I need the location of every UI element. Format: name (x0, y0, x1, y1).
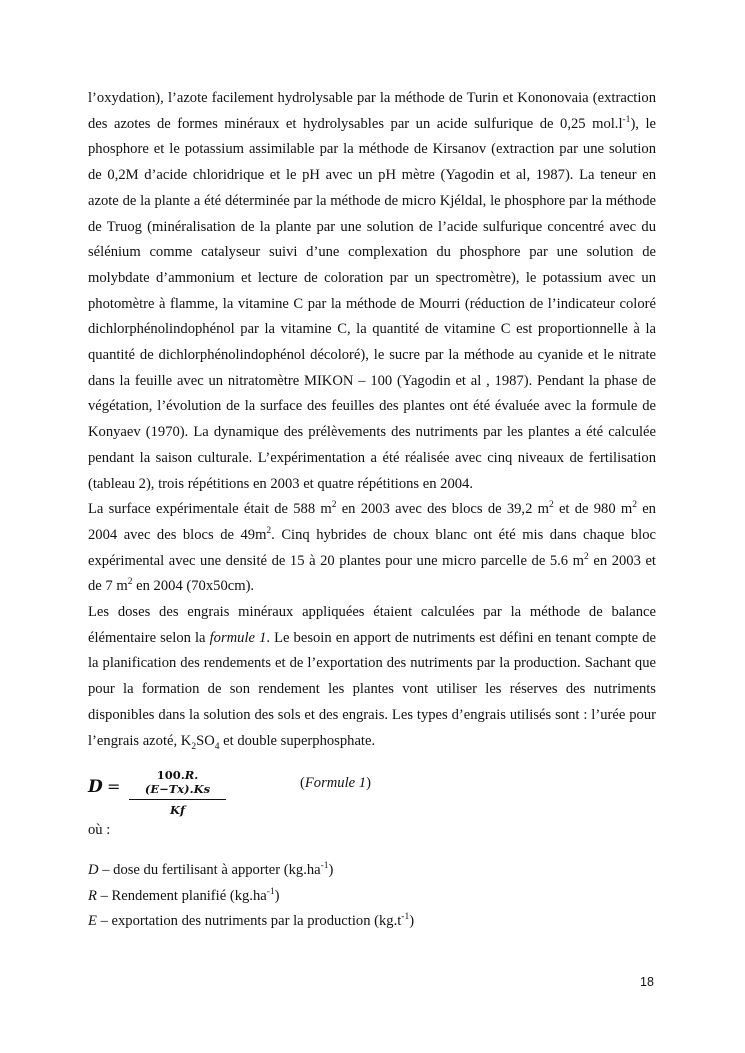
definition-text: – dose du fertilisant à apporter (kg.ha (98, 861, 321, 878)
formula-label (300, 775, 371, 792)
superscript: -1 (266, 886, 275, 897)
superscript: 2 (266, 526, 272, 537)
superscript: 2 (548, 500, 554, 511)
text-run: et double superphosphate. (219, 732, 376, 749)
superscript: 2 (331, 500, 337, 511)
subscript: 2 (191, 741, 197, 752)
text-run: et de 980 m (553, 501, 633, 518)
text-run: ), le phosphore et le potassium assimilable par la méthode de Kirsanov (extraction par une solution de 0,2M d’acide chloridrique et le pH avec un pH mètre (Yagodin et al, 1987). La teneur en azote de la plante a été déterminée par la méthode de micro Kjéldal, le phosphore par la méthode de Truog (minéralisation de la plante par une solution de l’acide sulfurique concentré avec du sélénium comme catalyseur suivi d’une complexation du phosphore par une solution de molybdate d’ammonium et lecture de coloration par un spectromètre), le potassium avec un photomètre à flamme, la vitamine C par la méthode de Mourri (réduction de l’indicateur coloré dichlorphénolindophénol par la vitamine C, la quantité de vitamine C est proportionnelle à la quantité de dichlorphénolindophénol décoloré), le sucre par la méthode au cyanide et le nitrate dans la feuille avec un nitratomètre MIKON – 100 (Yagodin et al , 1987). Pendant la phase de végétation, l’évolution de la surface des feuilles des plantes ont été évaluée avec la formule de Konyaev (1970). La dynamique des prélèvements des nutriments par les plantes a été calculée pendant la saison culturale. L’expérimentation a été réalisée avec cinq niveaux de fertilisation (tableau 2), trois répétitions en 2003 et quatre répétitions en 2004. (88, 115, 656, 492)
label-close: ) (366, 775, 371, 792)
definition-close: ) (409, 913, 415, 930)
definition-text: – exportation des nutriments par la production (kg.t (96, 913, 402, 930)
text-run: . Le besoin en apport de nutriments est défini en tenant compte de la planification des rendements et de l’exportation des nutriments par la production. Sachant que pour la formation de son rendement les plantes vont utiliser les réserves des nutriments disponibles dans la solution des sols et des engrais. Les types d’engrais utilisés sont : l’urée pour l’engrais azoté, K (88, 629, 656, 749)
formula-block (88, 768, 656, 818)
text-run: . Cinq hybrides de choux blanc ont été mis dans chaque bloc expérimental avec une densité de 15 à 20 plantes pour une micro parcelle de 5.6 m (88, 526, 656, 569)
page-number: 18 (640, 975, 654, 989)
formula-reference: formule 1 (209, 629, 267, 646)
where-label: où : (88, 822, 111, 839)
formula-equals: = (107, 777, 121, 797)
text-run: en 2003 et de 7 m (88, 552, 656, 595)
definition-item (88, 858, 656, 884)
definition-close: ) (274, 887, 280, 904)
definition-symbol: R (88, 887, 97, 904)
definition-item (88, 909, 656, 935)
numerator-number: 100 (156, 768, 181, 783)
superscript: -1 (622, 114, 631, 125)
formula-denominator: Kf (170, 803, 185, 818)
superscript: 2 (632, 500, 637, 511)
text-run: en 2003 avec des blocs de 39,2 m (336, 501, 549, 518)
document-page (88, 86, 656, 935)
formula-lhs: D (88, 777, 103, 798)
formula-numerator (129, 768, 226, 800)
superscript: 2 (584, 551, 589, 562)
label-open: ( (300, 775, 305, 792)
paragraph-doses (88, 600, 656, 754)
superscript: -1 (320, 861, 329, 872)
definition-close: ) (328, 861, 334, 878)
definition-symbol: D (88, 861, 99, 878)
definition-symbol: E (88, 913, 97, 930)
formula-fraction (129, 768, 226, 817)
paragraph-methods (88, 86, 656, 497)
definition-text: – Rendement planifié (kg.ha (96, 887, 267, 904)
text-run: Les doses des engrais minéraux appliquées étaient calculées par la méthode de balance élémentaire selon la (88, 604, 656, 646)
text-run: en 2004 avec des blocs de 49m (88, 501, 656, 543)
superscript: 2 (127, 577, 133, 588)
definition-item (88, 884, 656, 910)
text-run: SO (196, 732, 215, 749)
subscript: 4 (214, 741, 220, 752)
definitions-list (88, 858, 656, 935)
paragraph-surface (88, 497, 656, 600)
numerator-rest: .R.(E−Tx).Ks (144, 768, 211, 797)
text-run: La surface expérimentale était de 588 m (88, 501, 332, 518)
text-run: en 2004 (70x50cm). (132, 578, 255, 595)
superscript: -1 (401, 912, 410, 923)
label-italic: Formule 1 (304, 775, 367, 792)
text-run: l’oxydation), l’azote facilement hydrolysable par la méthode de Turin et Kononovaia (extraction des azotes de formes minéraux et hydrolysables par un acide sulfurique de 0,25 mol.l (88, 90, 656, 132)
